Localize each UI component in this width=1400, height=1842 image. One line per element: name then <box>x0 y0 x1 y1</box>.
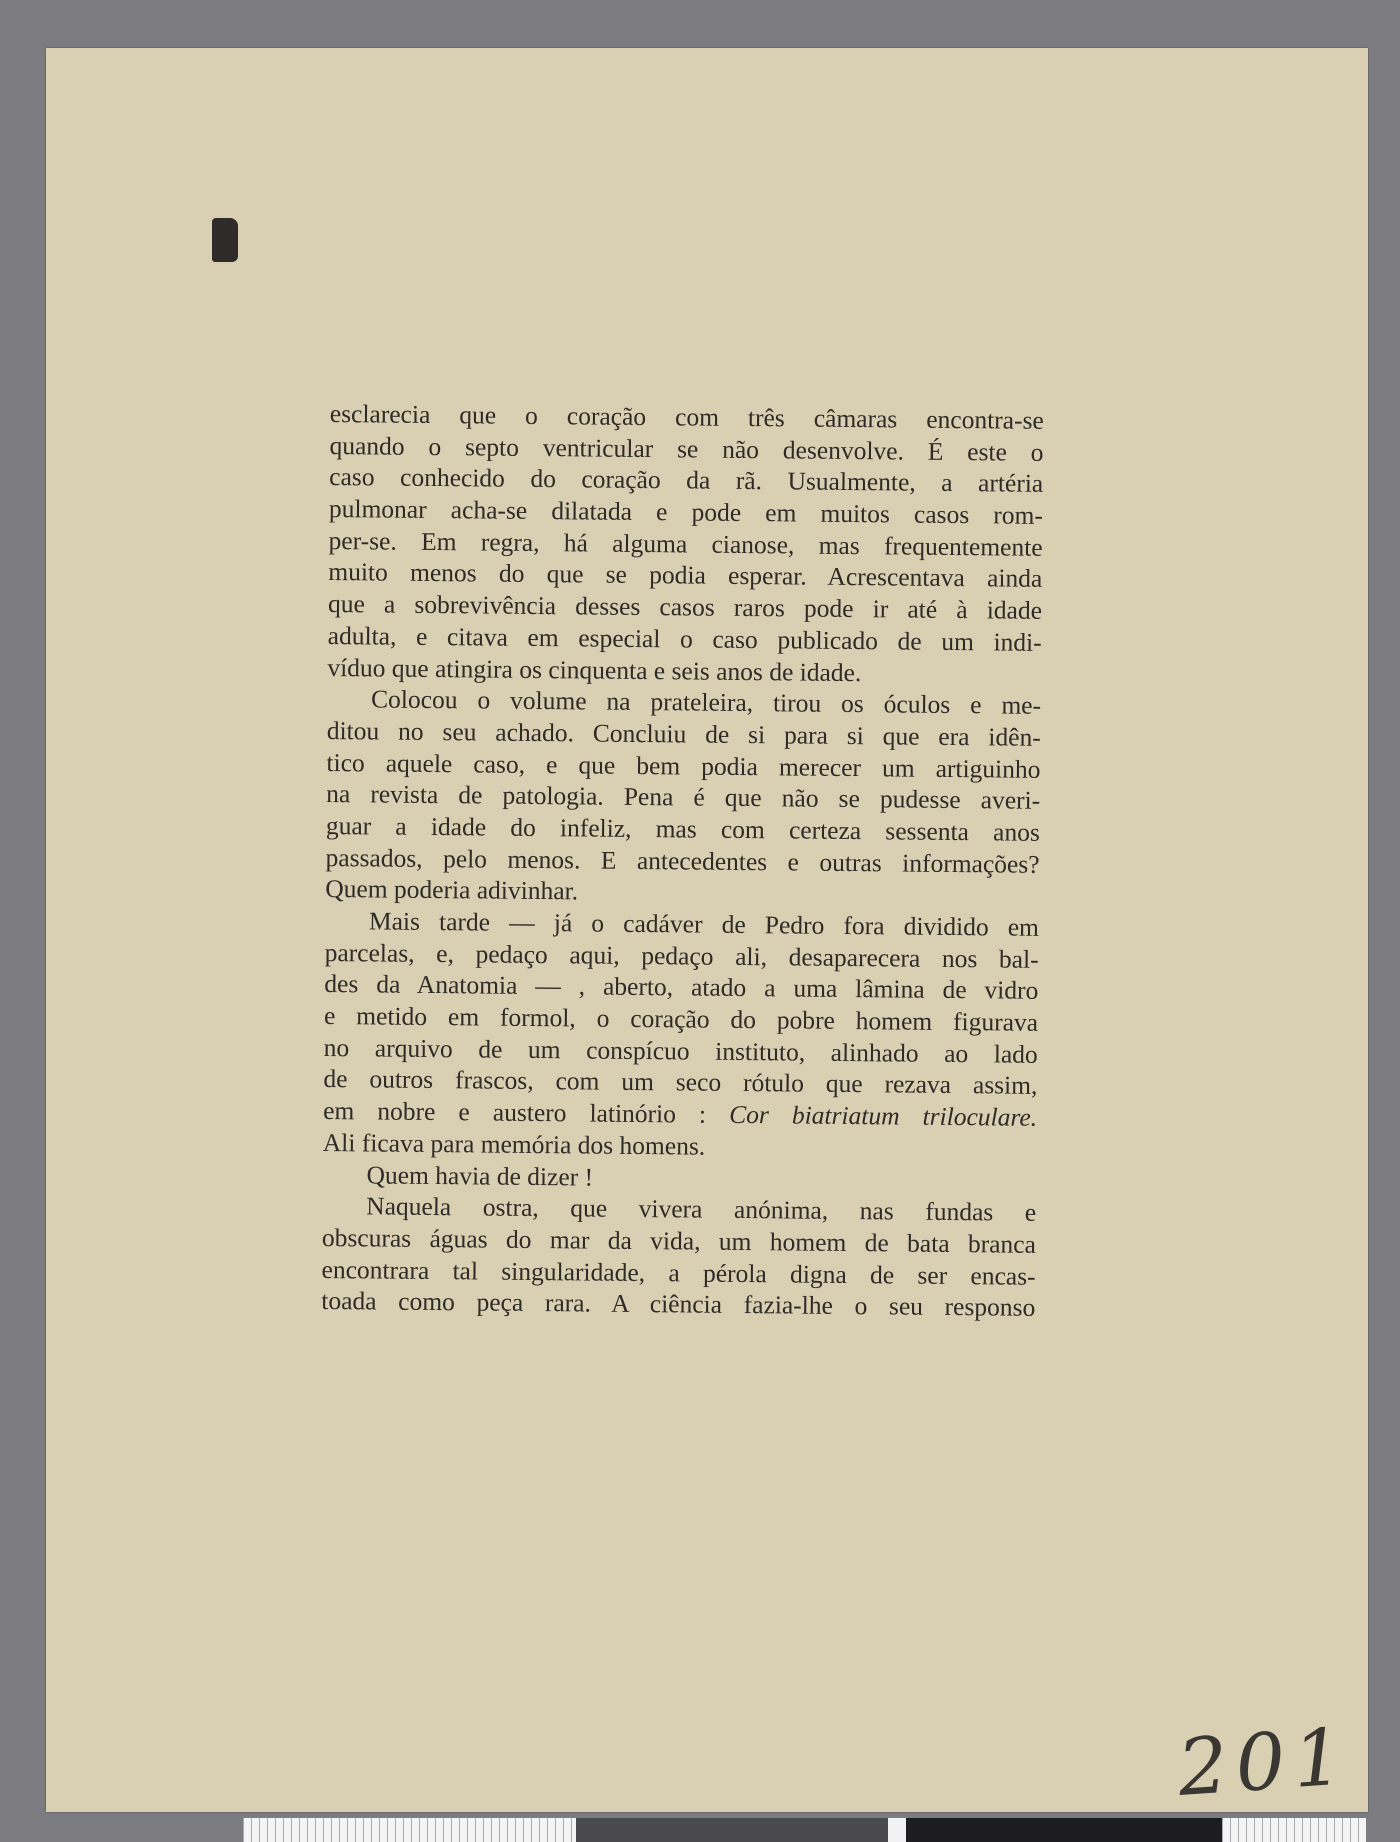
body-text <box>321 398 1044 1324</box>
scale-ruler <box>243 1818 576 1842</box>
text-line: adulta, e citava em especial o caso publicado de um indi- <box>327 620 1042 657</box>
text-line: Mais tarde — já o cadáver de Pedro fora dividido em <box>368 906 1040 942</box>
color-bar-white <box>888 1818 906 1842</box>
text-line: ditou no seu achado. Concluiu de si para si que era idên- <box>326 715 1041 752</box>
text-line: pulmonar acha-se dilatada e pode em muitos casos rom- <box>328 494 1044 530</box>
text-line: toada como peça rara. A ciência fazia-lhe o seu responso <box>321 1286 1036 1323</box>
text-line: muito menos do que se podia esperar. Acrescentava ainda <box>328 557 1043 594</box>
text-line: Quem havia de dizer ! <box>366 1159 594 1192</box>
scale-ruler <box>1222 1818 1366 1842</box>
text-line: Quem poderia adivinhar. <box>325 874 579 906</box>
text-line: des da Anatomia — , aberto, atado a uma lâmina de vidro <box>324 969 1039 1006</box>
text-line: que a sobrevivência desses casos raros pode ir até à idade <box>327 589 1043 625</box>
text-line: esclarecia que o coração com três câmaras encontra-se <box>329 398 1044 435</box>
text-line: e metido em formol, o coração do pobre homem figurava <box>323 1001 1039 1037</box>
text-line: obscuras águas do mar da vida, um homem de bata branca <box>321 1222 1037 1259</box>
text-segment: em nobre e austero latinório : <box>323 1096 707 1129</box>
color-bar-gray <box>576 1818 888 1842</box>
text-line: víduo que atingira os cinquenta e seis anos de idade. <box>327 652 862 687</box>
text-line: guar a idade do infeliz, mas com certeza sessenta anos <box>325 810 1041 847</box>
text-line: de outros frascos, com um seco rótulo que rezava assim, <box>323 1064 1038 1101</box>
text-line: Naquela ostra, que vivera anónima, nas fundas e <box>366 1191 1037 1228</box>
text-line: passados, pelo menos. E antecedentes e outras informações? <box>325 842 1040 879</box>
text-line: no arquivo de um conspícuo instituto, alinhado ao lado <box>323 1032 1038 1069</box>
latin-term: Cor biatriatum triloculare. <box>729 1099 1038 1132</box>
text-line: na revista de patologia. Pena é que não se pudesse averi- <box>326 779 1041 816</box>
text-line: tico aquele caso, e que bem podia merecer um artiguinho <box>326 747 1041 784</box>
punch-hole <box>212 218 238 262</box>
text-line: Ali ficava para memória dos homens. <box>322 1127 706 1161</box>
text-line: parcelas, e, pedaço aqui, pedaço ali, desaparecera nos bal- <box>324 937 1039 974</box>
text-line: Colocou o volume na prateleira, tirou os óculos e me- <box>370 684 1042 721</box>
text-line: per-se. Em regra, há alguma cianose, mas frequentemente <box>328 525 1043 562</box>
text-line: quando o septo ventricular se não desenvolve. É este o <box>329 430 1044 467</box>
handwritten-page-number: 201 <box>1175 1712 1354 1814</box>
text-line: encontrara tal singularidade, a pérola digna de ser encas- <box>321 1254 1036 1291</box>
color-bar-black <box>906 1818 1222 1842</box>
text-line: caso conhecido do coração da rã. Usualmente, a artéria <box>329 462 1044 499</box>
